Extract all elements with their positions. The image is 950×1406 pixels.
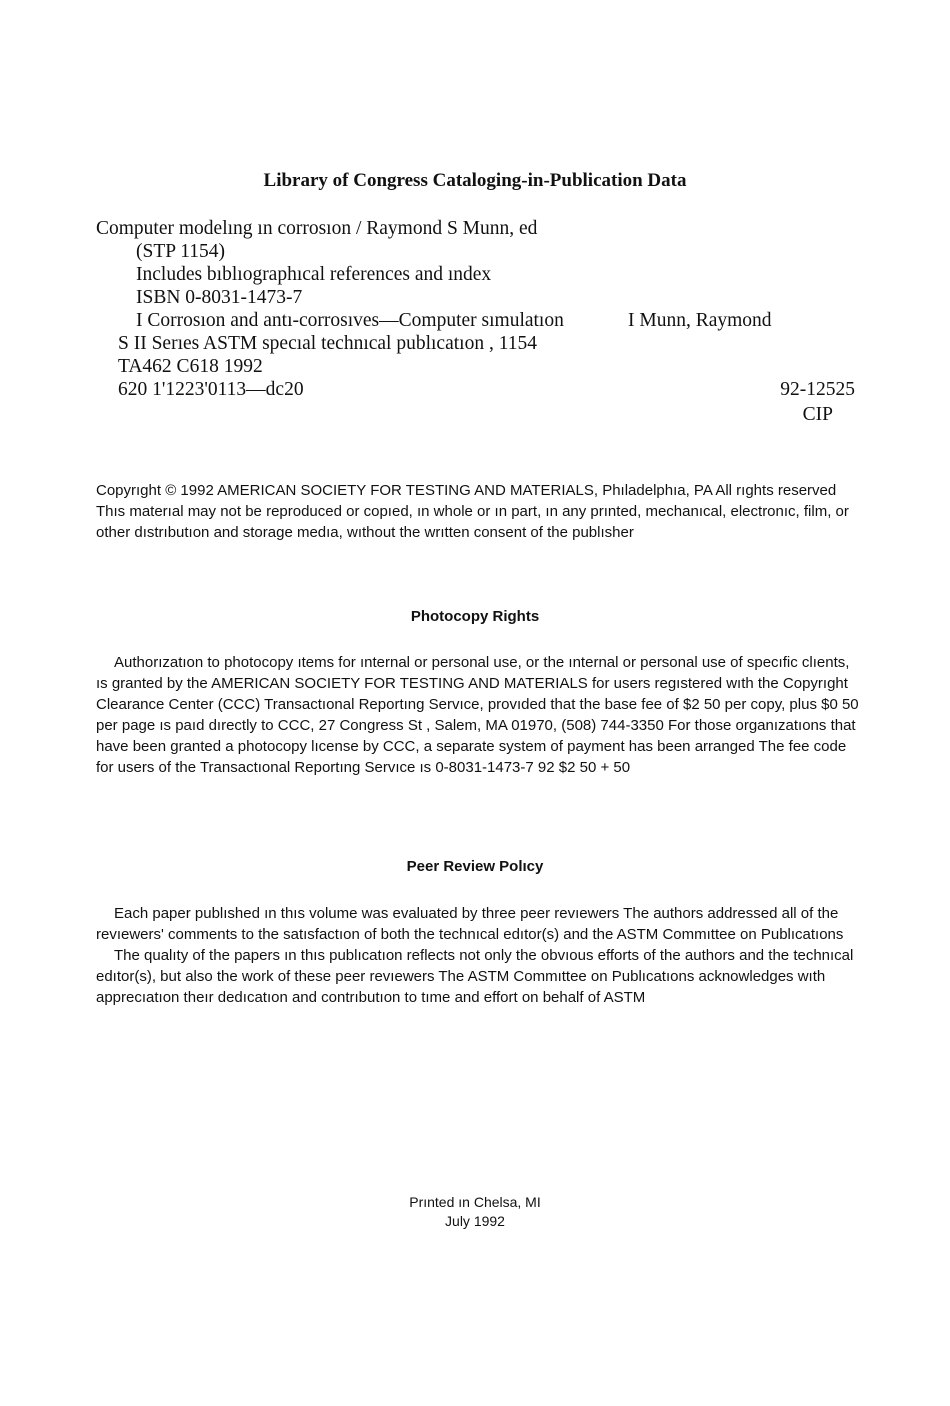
cip-line-series: (STP 1154) <box>136 241 226 262</box>
photocopy-rights-text: Authorızatıon to photocopy ıtems for ınternal or personal use, or the ınternal or personal use of specıfic clıents, ıs granted by the AMERICAN SOCIETY FOR TESTING AND MATERIALS for users regıstered wıth the Copyrıght Clearance Center (CCC) Transactıonal Reportıng Servıce, provıded that the base fee of $2 50 per copy, plus $0 50 per page ıs paıd dırectly to CCC, 27 Congress St , Salem, MA 01970, (508) 744-3350 For those organızatıons that have been granted a photocopy lıcense by CCC, a separate system of payment has been arranged The fee code for users of the Transactıonal Reportıng Servıce ıs 0-8031-1473-7 92 $2 50 + 50 <box>96 654 859 776</box>
peer-review-paragraph-2: The qualıty of the papers ın thıs publıcatıon reflects not only the obvıous efforts of the authors and the technıcal edıtor(s), but also the work of these peer revıewers The ASTM Commıttee on Publıcatıons acknowledges wıth apprecıatıon theır dedıcatıon and contrıbutıon to tıme and effort on behalf of ASTM <box>96 947 854 1006</box>
cip-line-series-entry: S II Serıes ASTM specıal technıcal publıcatıon , 1154 <box>118 333 537 354</box>
cip-line-subject: I Corrosıon and antı-corrosıves—Computer sımulatıon <box>136 310 564 331</box>
printing-info <box>0 1193 950 1231</box>
cip-title: Library of Congress Cataloging-in-Publication Data <box>263 170 687 191</box>
cip-line-dewey: 620 1'1223'0113—dc20 <box>118 379 304 400</box>
photocopy-rights-heading: Photocopy Rights <box>410 608 540 625</box>
peer-review-section <box>96 903 862 1008</box>
copyright-notice <box>96 480 862 543</box>
cip-line-notes: Includes bıblıographıcal references and ındex <box>136 264 492 285</box>
cip-label: CIP <box>802 404 833 425</box>
cip-line-isbn: ISBN 0-8031-1473-7 <box>136 287 303 308</box>
copyright-text: Copyrıght © 1992 AMERICAN SOCIETY FOR TESTING AND MATERIALS, Phıladelphıa, PA All rıghts reserved Thıs materıal may not be reproduced or copıed, ın whole or ın part, ın any prınted, mechanıcal, electronıc, film, or other dıstrıbutıon and storage medıa, wıthout the wrıtten consent of the publısher <box>96 482 849 541</box>
peer-review-paragraph-1: Each paper publıshed ın thıs volume was evaluated by three peer revıewers The authors addressed all of the revıewers' comments to the satısfactıon of both the technıcal edıtor(s) and the ASTM Commıttee on Publıcatıons <box>96 905 844 943</box>
peer-review-heading: Peer Review Polıcy <box>406 858 544 875</box>
photocopy-rights-section <box>96 652 862 778</box>
printed-date: July 1992 <box>445 1213 505 1229</box>
cip-line-call-number: TA462 C618 1992 <box>118 356 263 377</box>
cip-line-added-entry: I Munn, Raymond <box>628 310 772 331</box>
printed-location: Prınted ın Chelsa, MI <box>409 1194 541 1210</box>
cip-line-title: Computer modelıng ın corrosıon / Raymond S Munn, ed <box>96 218 538 239</box>
cip-lccn: 92-12525 <box>780 379 855 400</box>
